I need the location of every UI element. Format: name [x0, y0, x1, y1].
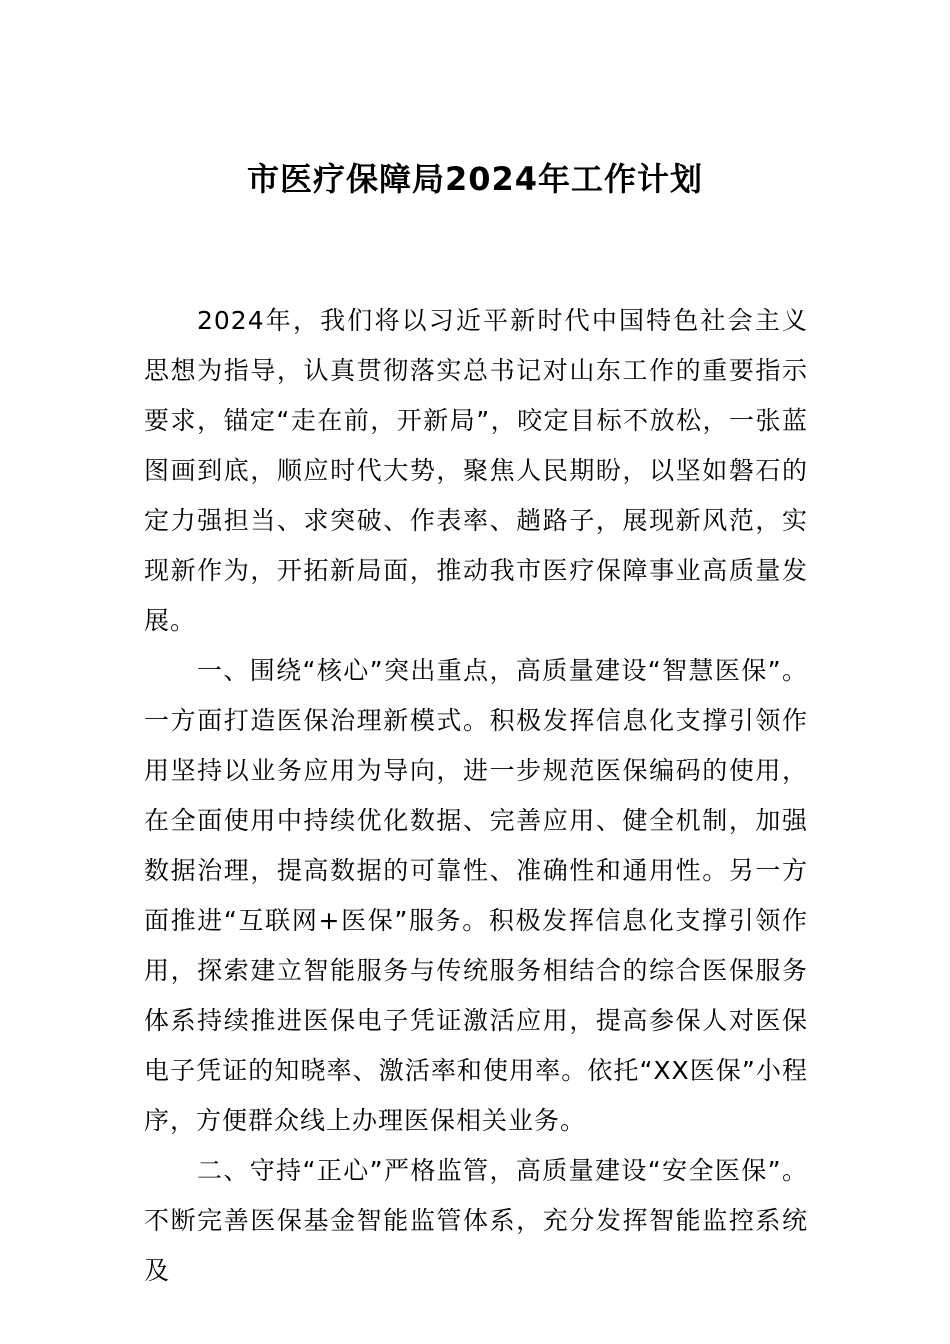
document-body — [144, 296, 808, 1296]
document-title: 市医疗保障局2024年工作计划 — [246, 160, 704, 198]
paragraph-section-two: 二、守持“正心”严格监管，高质量建设“安全医保”。不断完善医保基金智能监管体系，充分发挥智能监控系统及 — [144, 1156, 808, 1285]
paragraph-section-one: 一、围绕“核心”突出重点，高质量建设“智慧医保”。一方面打造医保治理新模式。积极发挥信息化支撑引领作用坚持以业务应用为导向，进一步规范医保编码的使用，在全面使用中持续优化数据、完善应用、健全机制，加强数据治理，提高数据的可靠性、准确性和通用性。另一方面推进“互联网+医保”服务。积极发挥信息化支撑引领作用，探索建立智能服务与传统服务相结合的综合医保服务体系持续推进医保电子凭证激活应用，提高参保人对医保电子凭证的知晓率、激活率和使用率。依托“XX医保”小程序，方便群众线上办理医保相关业务。 — [144, 656, 808, 1135]
paragraph-intro: 2024年，我们将以习近平新时代中国特色社会主义思想为指导，认真贯彻落实总书记对山东工作的重要指示要求，锚定“走在前，开新局”，咬定目标不放松，一张蓝图画到底，顺应时代大势，聚焦人民期盼，以坚如磐石的定力强担当、求突破、作表率、趟路子，展现新风范，实现新作为，开拓新局面，推动我市医疗保障事业高质量发展。 — [144, 306, 808, 635]
